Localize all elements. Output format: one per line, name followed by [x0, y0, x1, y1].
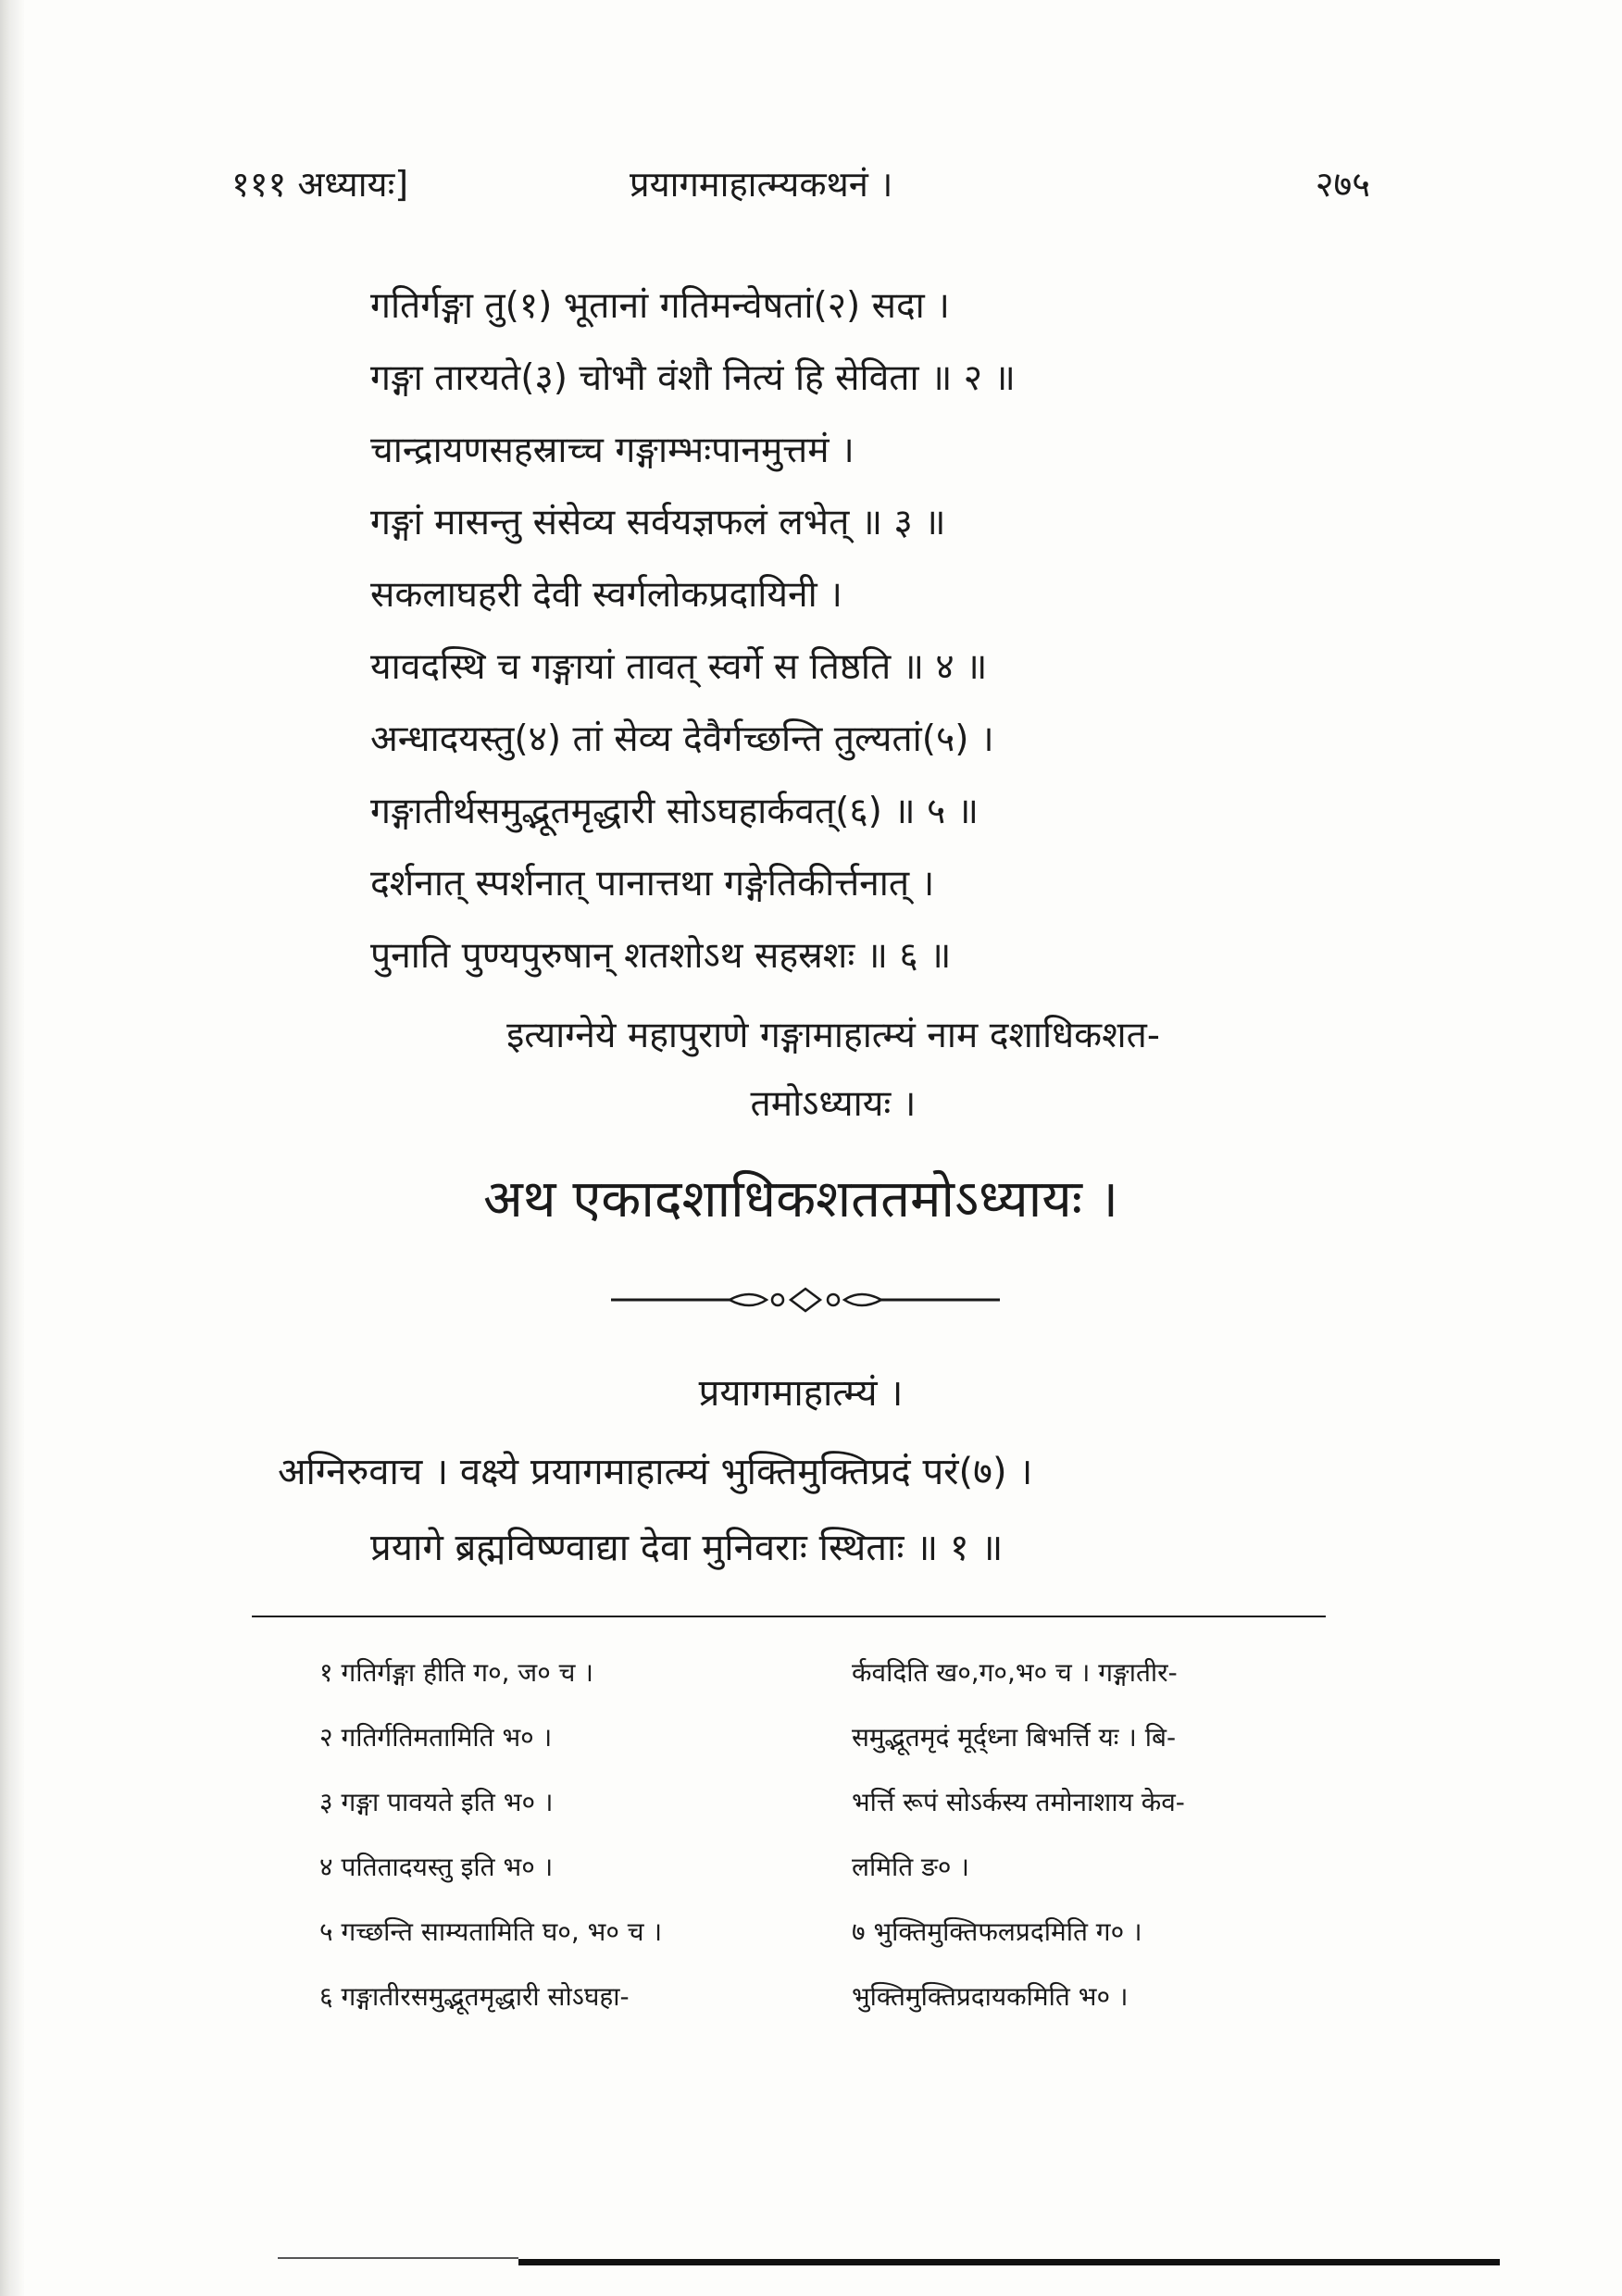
running-head-chapter: १११ अध्यायः] [231, 164, 409, 205]
verse-line: सकलाघहरी देवी स्वर्गलोकप्रदायिनी । [370, 574, 842, 616]
page-number: २७५ [1315, 164, 1370, 205]
verse-line: गतिर्गङ्गा तु(१) भूतानां गतिमन्वेषतां(२) सदा । [370, 285, 950, 327]
bottom-rule [518, 2259, 1500, 2265]
footnote-line: ३ गङ्गा पावयते इति भ० । [319, 1787, 554, 1817]
verse-line: यावदस्थि च गङ्गायां तावत् स्वर्गे स तिष्ठति ॥ ४ ॥ [370, 646, 988, 688]
verse-line: गङ्गातीर्थसमुद्भूतमृद्धारी सोऽघहार्कवत्(६) ॥ ५ ॥ [370, 791, 979, 832]
footnote-divider [252, 1616, 1326, 1617]
footnote-line: भुक्तिमुक्तिप्रदायकमिति भ० । [852, 1981, 1129, 2012]
footnote-line: २ गतिर्गतिमतामिति भ० । [319, 1722, 553, 1753]
section-title: प्रयागमाहात्म्यं । [698, 1372, 904, 1415]
footnote-line: र्कवदिति ख०,ग०,भ० च । गङ्गातीर- [852, 1657, 1178, 1688]
opening-verse-line-1: अग्निरुवाच । वक्ष्ये प्रयागमाहात्म्यं भुक्तिमुक्तिप्रदं परं(७) । [278, 1451, 1033, 1493]
footnotes-right-column [852, 1641, 1185, 2029]
footnote-line: ५ गच्छन्ति साम्यतामिति घ०, भ० च । [319, 1916, 663, 1947]
bottom-rule-thin [278, 2257, 518, 2259]
ornament-divider-icon [611, 1281, 1000, 1318]
verse-line: अन्धादयस्तु(४) तां सेव्य देवैर्गच्छन्ति तुल्यतां(५) । [370, 718, 994, 760]
footnote-line: ७ भुक्तिमुक्तिफलप्रदमिति ग० । [852, 1916, 1142, 1947]
running-head-title: प्रयागमाहात्म्यकथनं । [630, 164, 893, 205]
verse-line: गङ्गा तारयते(३) चोभौ वंशौ नित्यं हि सेविता ॥ २ ॥ [370, 357, 1016, 399]
verse-line: चान्द्रायणसहस्राच्च गङ्गाम्भःपानमुत्तमं । [370, 430, 855, 471]
footnote-line: भर्त्ति रूपं सोऽर्कस्य तमोनाशाय केव- [852, 1787, 1185, 1817]
binding-edge [0, 0, 24, 2296]
footnote-line: लमिति ङ० । [852, 1852, 970, 1882]
footnote-line: १ गतिर्गङ्गा हीति ग०, ज० च । [319, 1657, 593, 1688]
footnote-line: ४ पतितादयस्तु इति भ० । [319, 1852, 554, 1882]
chapter-heading: अथ एकादशाधिकशततमोऽध्यायः । [482, 1169, 1119, 1229]
verse-block [370, 270, 1342, 992]
colophon-line-2: तमोऽध्यायः । [750, 1083, 917, 1125]
footnotes-left-column [319, 1641, 662, 2029]
footnote-line: समुद्भूतमृदं मूर्द्ध्ना बिभर्त्ति यः । बि- [852, 1722, 1177, 1753]
verse-line: दर्शनात् स्पर्शनात् पानात्तथा गङ्गेतिकीर्त्तनात् । [370, 863, 935, 905]
colophon-line-1: इत्याग्नेये महापुराणे गङ्गामाहात्म्यं नाम दशाधिकशत- [506, 1015, 1160, 1056]
footnote-line: ६ गङ्गातीरसमुद्भूतमृद्धारी सोऽघहा- [319, 1981, 630, 2012]
chapter-colophon [315, 1002, 1352, 1139]
verse-line: गङ्गां मासन्तु संसेव्य सर्वयज्ञफलं लभेत् ॥ ३ ॥ [370, 502, 946, 543]
verse-line: पुनाति पुण्यपुरुषान् शतशोऽथ सहस्रशः ॥ ६ ॥ [370, 935, 952, 977]
running-head [231, 159, 1370, 215]
opening-verse-line-2: प्रयागे ब्रह्मविष्ण्वाद्या देवा मुनिवराः स्थिताः ॥ १ ॥ [370, 1527, 1004, 1569]
